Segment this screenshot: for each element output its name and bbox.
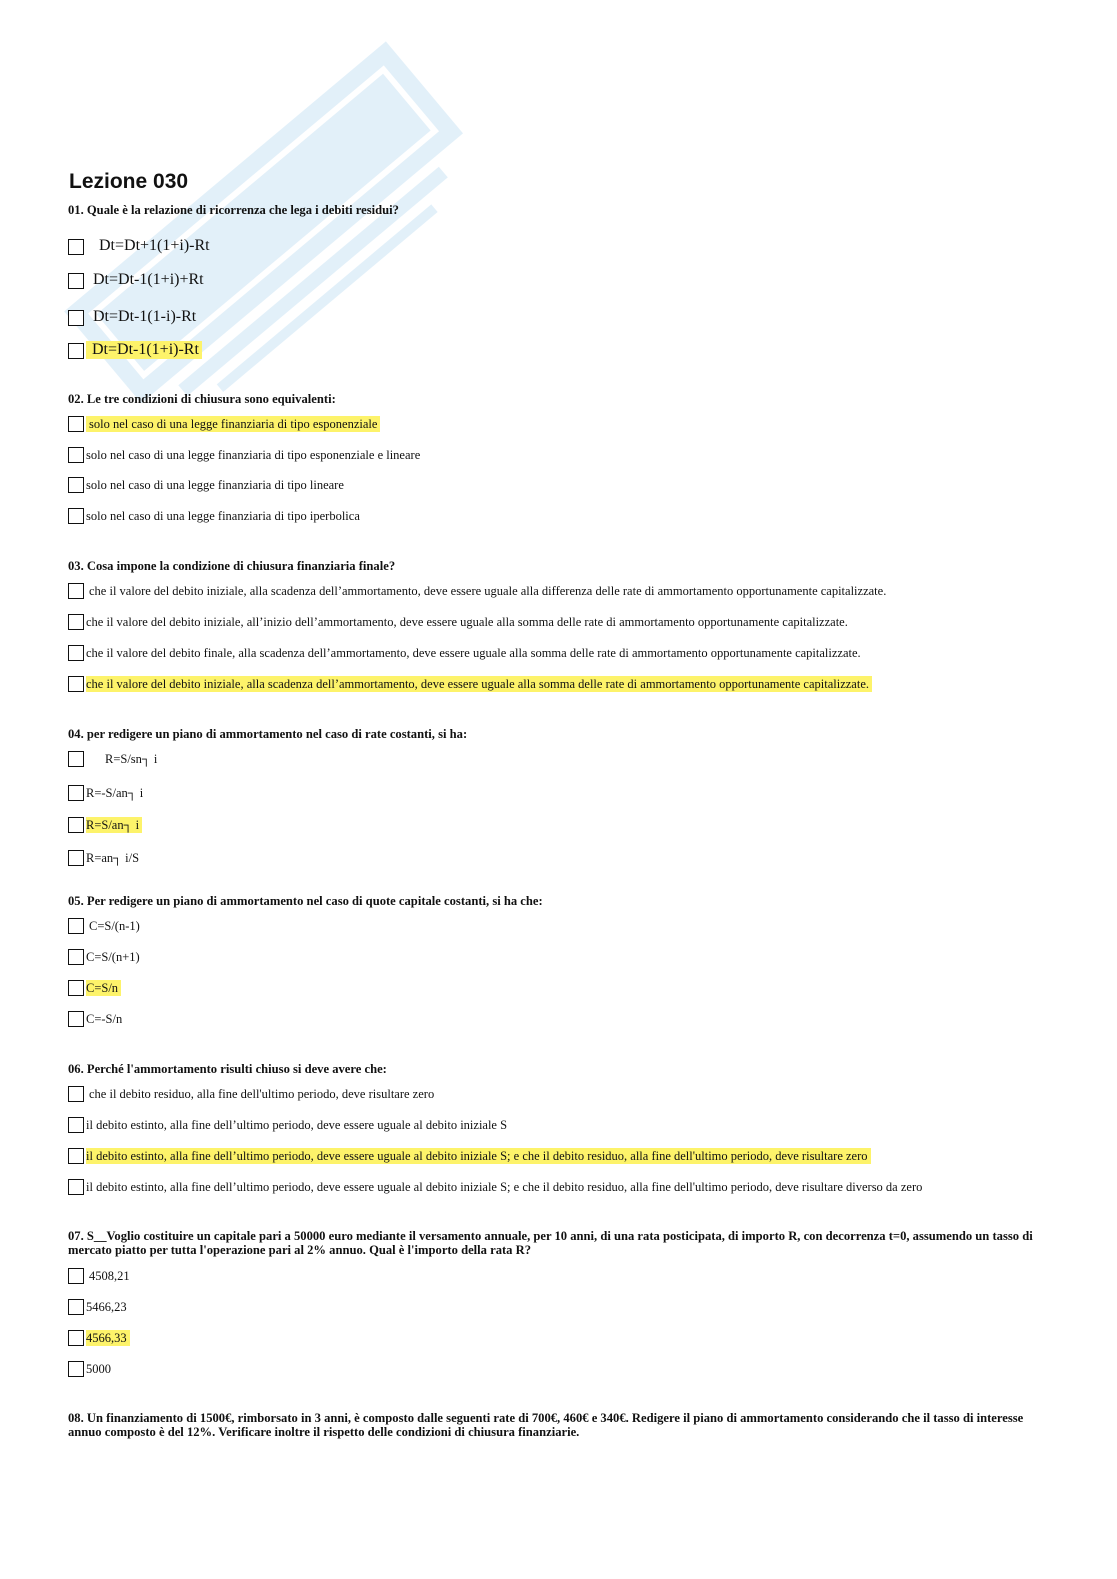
question-01-option-b[interactable] bbox=[68, 271, 207, 289]
page-title: Lezione 030 bbox=[69, 170, 189, 193]
question-07-option-d[interactable] bbox=[68, 1361, 114, 1377]
question-02-option-d[interactable] bbox=[68, 508, 363, 524]
option-label: Dt=Dt-1(1+i)-Rt bbox=[86, 341, 202, 359]
checkbox[interactable] bbox=[68, 918, 84, 934]
option-label: 4566,33 bbox=[86, 1330, 130, 1346]
checkbox[interactable] bbox=[68, 817, 84, 833]
option-label: R=S/an┐ i bbox=[86, 817, 142, 833]
checkbox[interactable] bbox=[68, 508, 84, 524]
question-03-option-a[interactable] bbox=[68, 583, 889, 599]
question-06-option-c[interactable] bbox=[68, 1148, 871, 1164]
question-07-option-c[interactable] bbox=[68, 1330, 130, 1346]
checkbox[interactable] bbox=[68, 1299, 84, 1315]
question-05-text: 05. Per redigere un piano di ammortamento nel caso di quote capitale costanti, si ha che: bbox=[68, 894, 543, 908]
option-label: solo nel caso di una legge finanziaria di tipo iperbolica bbox=[86, 509, 360, 523]
option-label: solo nel caso di una legge finanziaria di tipo esponenziale bbox=[86, 416, 380, 432]
option-label: R=an┐ i/S bbox=[86, 851, 140, 865]
option-label: solo nel caso di una legge finanziaria di tipo esponenziale e lineare bbox=[86, 448, 421, 462]
checkbox[interactable] bbox=[68, 583, 84, 599]
checkbox[interactable] bbox=[68, 1268, 84, 1284]
checkbox[interactable] bbox=[68, 239, 84, 255]
option-label: che il debito residuo, alla fine dell'ultimo periodo, deve risultare zero bbox=[89, 1087, 435, 1101]
checkbox[interactable] bbox=[68, 1179, 84, 1195]
question-07-option-b[interactable] bbox=[68, 1299, 130, 1315]
option-label: che il valore del debito iniziale, alla scadenza dell’ammortamento, deve essere uguale alla somma delle rate di ammortamento opportunamente capitalizzate. bbox=[86, 676, 872, 692]
question-04-text: 04. per redigere un piano di ammortamento nel caso di rate costanti, si ha: bbox=[68, 727, 468, 741]
question-02-option-a[interactable] bbox=[68, 416, 380, 432]
question-06-option-d[interactable] bbox=[68, 1179, 925, 1195]
question-08-text: 08. Un finanziamento di 1500€, rimborsato in 3 anni, è composto dalle seguenti rate di 700€, 460€ e 340€. Redigere il piano di ammortamento considerando che il tasso di interesse annuo composto è del 12%. Verificare inoltre il rispetto delle condizioni di chiusura finanziarie. bbox=[68, 1411, 1024, 1439]
checkbox[interactable] bbox=[68, 1148, 84, 1164]
option-label: Dt=Dt-1(1-i)-Rt bbox=[93, 308, 197, 325]
option-label: 5466,23 bbox=[86, 1300, 127, 1314]
checkbox[interactable] bbox=[68, 850, 84, 866]
question-02-text: 02. Le tre condizioni di chiusura sono equivalenti: bbox=[68, 392, 336, 406]
option-label: C=S/n bbox=[86, 980, 121, 996]
question-01-option-c[interactable] bbox=[68, 308, 199, 326]
question-01-option-d[interactable] bbox=[68, 341, 202, 359]
question-05-option-b[interactable] bbox=[68, 949, 143, 965]
question-02-option-c[interactable] bbox=[68, 477, 347, 493]
question-05-option-c[interactable] bbox=[68, 980, 121, 996]
option-label: 5000 bbox=[86, 1362, 111, 1376]
question-06-option-b[interactable] bbox=[68, 1117, 510, 1133]
checkbox[interactable] bbox=[68, 477, 84, 493]
option-label: C=-S/n bbox=[86, 1012, 123, 1026]
question-03-option-b[interactable] bbox=[68, 614, 851, 630]
option-label: R=S/sn┐ i bbox=[105, 752, 158, 766]
option-label: Dt=Dt+1(1+i)-Rt bbox=[99, 237, 210, 254]
question-04-option-b[interactable] bbox=[68, 785, 146, 801]
option-label: Dt=Dt-1(1+i)+Rt bbox=[93, 271, 204, 288]
checkbox[interactable] bbox=[68, 785, 84, 801]
option-label: il debito estinto, alla fine dell’ultimo periodo, deve essere uguale al debito iniziale S; e che il debito residuo, alla fine dell'ultimo periodo, deve risultare diverso da zero bbox=[86, 1180, 923, 1194]
option-label: che il valore del debito iniziale, alla scadenza dell’ammortamento, deve essere uguale alla differenza delle rate di ammortamento opportunamente capitalizzate. bbox=[89, 584, 887, 598]
checkbox[interactable] bbox=[68, 614, 84, 630]
question-01-text: 01. Quale è la relazione di ricorrenza che lega i debiti residui? bbox=[68, 203, 399, 217]
checkbox[interactable] bbox=[68, 1011, 84, 1027]
option-label: il debito estinto, alla fine dell’ultimo periodo, deve essere uguale al debito iniziale S bbox=[86, 1118, 508, 1132]
checkbox[interactable] bbox=[68, 310, 84, 326]
question-07-text: 07. S__Voglio costituire un capitale pari a 50000 euro mediante il versamento annuale, per 10 anni, di una rata posticipata, di importo R, con decorrenza t=0, assumendo un tasso di mercato piatto per tutta l'operazione pari al 2% annuo. Qual è l'importo della rata R? bbox=[68, 1229, 1033, 1257]
question-06-option-a[interactable] bbox=[68, 1086, 437, 1102]
question-04-option-d[interactable] bbox=[68, 850, 142, 866]
option-label: C=S/(n-1) bbox=[89, 919, 140, 933]
checkbox[interactable] bbox=[68, 1330, 84, 1346]
checkbox[interactable] bbox=[68, 980, 84, 996]
question-03-option-c[interactable] bbox=[68, 645, 864, 661]
checkbox[interactable] bbox=[68, 751, 84, 767]
checkbox[interactable] bbox=[68, 1361, 84, 1377]
option-label: R=-S/an┐ i bbox=[86, 786, 144, 800]
checkbox[interactable] bbox=[68, 676, 84, 692]
question-03-text: 03. Cosa impone la condizione di chiusura finanziaria finale? bbox=[68, 559, 396, 573]
question-04-option-a[interactable] bbox=[68, 751, 160, 767]
question-01-option-a[interactable] bbox=[68, 232, 213, 255]
option-label: che il valore del debito finale, alla scadenza dell’ammortamento, deve essere uguale alla somma delle rate di ammortamento opportunamente capitalizzate. bbox=[86, 646, 861, 660]
watermark-logo bbox=[20, 40, 520, 420]
checkbox[interactable] bbox=[68, 416, 84, 432]
question-03-option-d[interactable] bbox=[68, 676, 872, 692]
question-02-option-b[interactable] bbox=[68, 447, 423, 463]
option-label: 4508,21 bbox=[89, 1269, 130, 1283]
checkbox[interactable] bbox=[68, 645, 84, 661]
checkbox[interactable] bbox=[68, 1086, 84, 1102]
question-05-option-d[interactable] bbox=[68, 1011, 125, 1027]
question-05-option-a[interactable] bbox=[68, 918, 143, 934]
option-label: C=S/(n+1) bbox=[86, 950, 140, 964]
question-07-option-a[interactable] bbox=[68, 1268, 133, 1284]
option-label: solo nel caso di una legge finanziaria di tipo lineare bbox=[86, 478, 344, 492]
checkbox[interactable] bbox=[68, 949, 84, 965]
option-label: il debito estinto, alla fine dell’ultimo periodo, deve essere uguale al debito iniziale S; e che il debito residuo, alla fine dell'ultimo periodo, deve risultare zero bbox=[86, 1148, 871, 1164]
option-label: che il valore del debito iniziale, all’inizio dell’ammortamento, deve essere uguale alla somma delle rate di ammortamento opportunamente capitalizzate. bbox=[86, 615, 848, 629]
checkbox[interactable] bbox=[68, 447, 84, 463]
checkbox[interactable] bbox=[68, 343, 84, 359]
checkbox[interactable] bbox=[68, 273, 84, 289]
question-04-option-c[interactable] bbox=[68, 817, 142, 833]
question-06-text: 06. Perché l'ammortamento risulti chiuso si deve avere che: bbox=[68, 1062, 387, 1076]
checkbox[interactable] bbox=[68, 1117, 84, 1133]
